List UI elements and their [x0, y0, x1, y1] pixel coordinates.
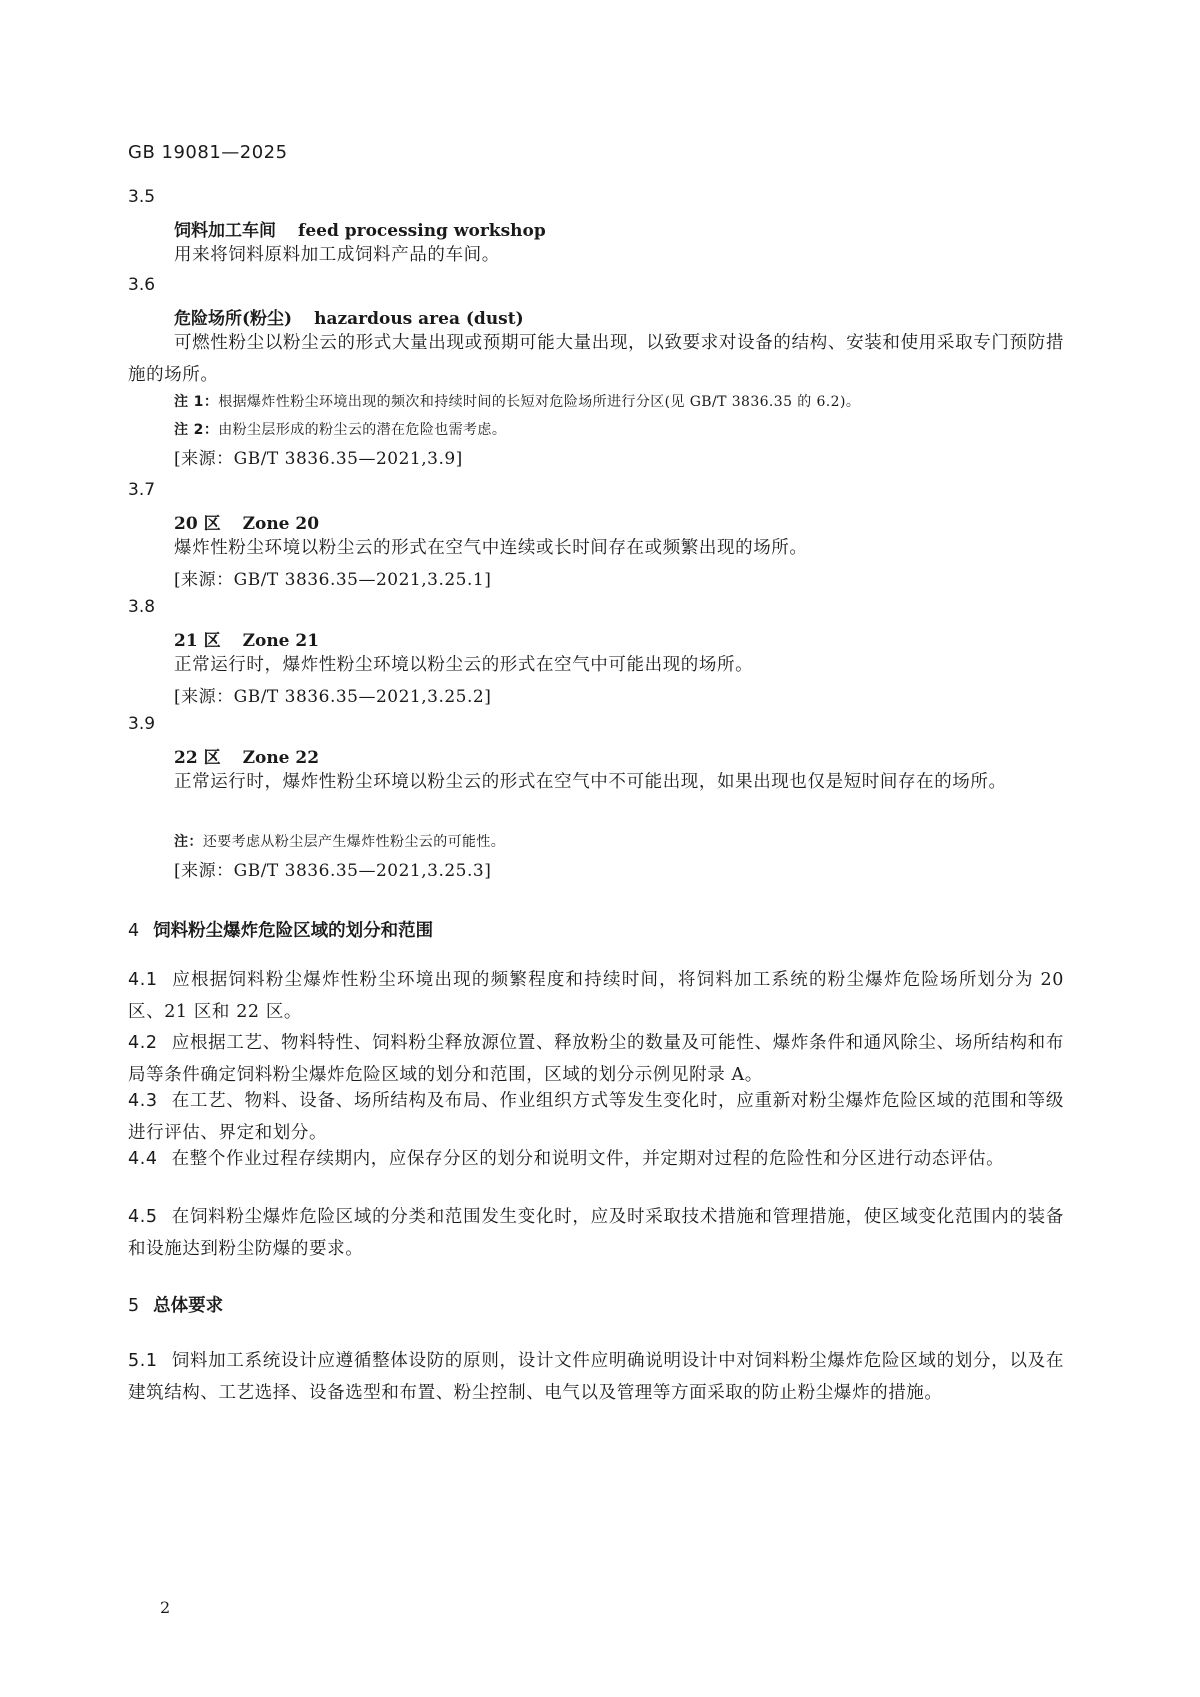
term-number: 3.7 — [128, 480, 156, 500]
clause-paragraph — [128, 1345, 1064, 1409]
term-cn: 21 区 — [174, 631, 221, 651]
clause-text: 在整个作业过程存续期内，应保存分区的划分和说明文件，并定期对过程的危险性和分区进行动态评估。 — [171, 1149, 1005, 1169]
term-definition: 用来将饲料原料加工成饲料产品的车间。 — [174, 245, 500, 265]
section-title: 总体要求 — [153, 1296, 224, 1316]
term-number: 3.8 — [128, 597, 156, 617]
term-en: feed processing workshop — [298, 221, 546, 241]
term-cn: 22 区 — [174, 748, 221, 768]
term-source: [来源：GB/T 3836.35—2021,3.25.1] — [174, 570, 492, 590]
section-number: 5 — [128, 1296, 140, 1316]
term-source: [来源：GB/T 3836.35—2021,3.25.3] — [174, 861, 492, 881]
term-number: 3.9 — [128, 714, 156, 734]
clause-paragraph — [128, 1027, 1064, 1091]
term-definition: 可燃性粉尘以粉尘云的形式大量出现或预期可能大量出现，以致要求对设备的结构、安装和使用采取专门预防措施的场所。 — [128, 333, 1064, 385]
note-text: 还要考虑从粉尘层产生爆炸性粉尘云的可能性。 — [202, 834, 506, 850]
clause-paragraph — [128, 1143, 1064, 1175]
term-definition: 正常运行时，爆炸性粉尘环境以粉尘云的形式在空气中不可能出现，如果出现也仅是短时间存在的场所。 — [174, 772, 1007, 792]
clause-text: 饲料加工系统设计应遵循整体设防的原则，设计文件应明确说明设计中对饲料粉尘爆炸危险区域的划分，以及在建筑结构、工艺选择、设备选型和布置、粉尘控制、电气以及管理等方面采取的防止粉尘爆炸的措施。 — [128, 1351, 1064, 1403]
clause-text: 在工艺、物料、设备、场所结构及布局、作业组织方式等发生变化时，应重新对粉尘爆炸危险区域的范围和等级进行评估、界定和划分。 — [128, 1091, 1064, 1143]
clause-text: 应根据工艺、物料特性、饲料粉尘释放源位置、释放粉尘的数量及可能性、爆炸条件和通风除尘、场所结构和布局等条件确定饲料粉尘爆炸危险区域的划分和范围，区域的划分示例见附录 A。 — [128, 1033, 1064, 1085]
term-number: 3.5 — [128, 187, 156, 207]
page-number: 2 — [160, 1598, 171, 1617]
term-cn: 20 区 — [174, 514, 221, 534]
term-title — [174, 216, 546, 241]
clause-number: 5.1 — [128, 1351, 158, 1371]
term-cn: 危险场所(粉尘) — [174, 309, 293, 329]
term-source: [来源：GB/T 3836.35—2021,3.9] — [174, 449, 463, 469]
clause-paragraph — [128, 1201, 1064, 1265]
term-title — [174, 743, 319, 768]
clause-number: 4.1 — [128, 970, 158, 990]
term-title — [174, 626, 319, 651]
term-title — [174, 509, 319, 534]
section-number: 4 — [128, 921, 140, 941]
clause-paragraph — [128, 964, 1064, 1028]
section-heading — [128, 917, 433, 942]
note-label: 注 2： — [174, 422, 219, 438]
term-en: Zone 21 — [242, 631, 320, 651]
term-title — [174, 304, 524, 329]
note-text: 根据爆炸性粉尘环境出现的频次和持续时间的长短对危险场所进行分区(见 GB/T 3836.35 的 6.2)。 — [218, 394, 861, 410]
clause-number: 4.4 — [128, 1149, 158, 1169]
clause-number: 4.5 — [128, 1207, 158, 1227]
clause-text: 在饲料粉尘爆炸危险区域的分类和范围发生变化时，应及时采取技术措施和管理措施，使区域变化范围内的装备和设施达到粉尘防爆的要求。 — [128, 1207, 1064, 1259]
term-en: Zone 20 — [242, 514, 320, 534]
note-label: 注 1： — [174, 394, 219, 410]
term-definition: 正常运行时，爆炸性粉尘环境以粉尘云的形式在空气中可能出现的场所。 — [174, 655, 754, 675]
term-en: hazardous area (dust) — [314, 309, 524, 329]
term-cn: 饲料加工车间 — [174, 221, 276, 241]
term-source: [来源：GB/T 3836.35—2021,3.25.2] — [174, 687, 492, 707]
term-number: 3.6 — [128, 275, 156, 295]
term-note — [174, 391, 860, 411]
clause-number: 4.2 — [128, 1033, 158, 1053]
term-definition: 爆炸性粉尘环境以粉尘云的形式在空气中连续或长时间存在或频繁出现的场所。 — [174, 538, 808, 558]
clause-text: 应根据饲料粉尘爆炸性粉尘环境出现的频繁程度和持续时间，将饲料加工系统的粉尘爆炸危险场所划分为 20 区、21 区和 22 区。 — [128, 970, 1064, 1022]
clause-paragraph — [128, 1085, 1064, 1149]
note-label: 注： — [174, 834, 203, 850]
term-note — [174, 419, 506, 439]
section-heading — [128, 1292, 223, 1317]
note-text: 由粉尘层形成的粉尘云的潜在危险也需考虑。 — [218, 422, 507, 438]
term-note — [174, 831, 505, 851]
section-title: 饲料粉尘爆炸危险区域的划分和范围 — [153, 921, 434, 941]
term-en: Zone 22 — [242, 748, 320, 768]
clause-number: 4.3 — [128, 1091, 158, 1111]
document-header: GB 19081—2025 — [128, 142, 288, 163]
